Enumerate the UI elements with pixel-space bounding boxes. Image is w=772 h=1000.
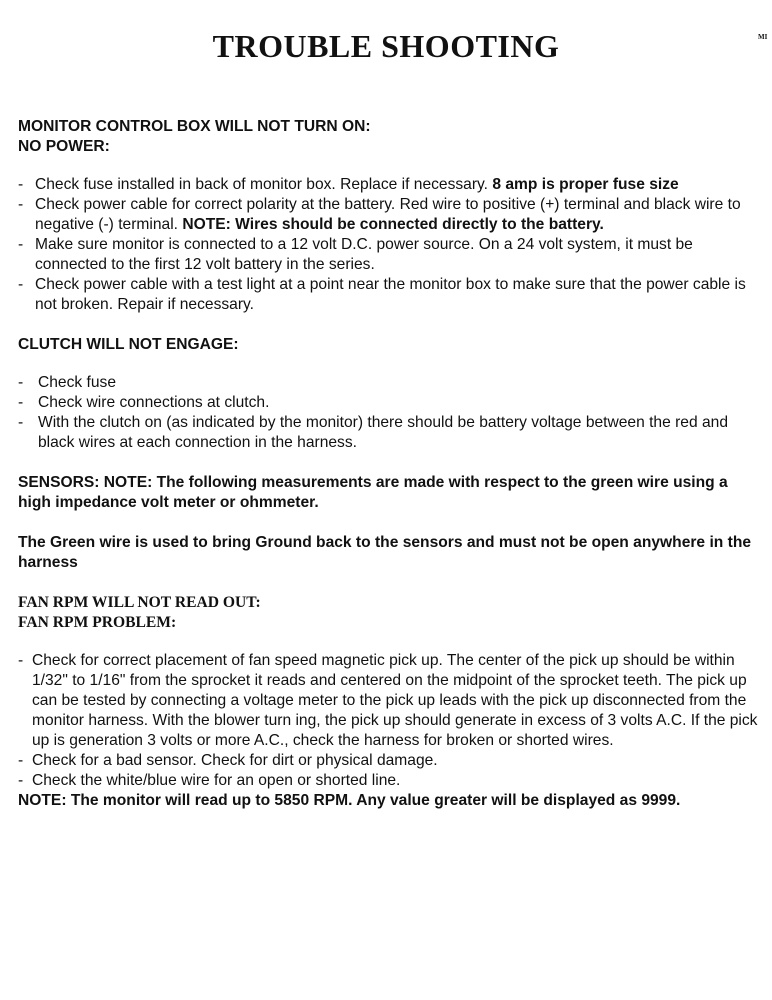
list-item: - With the clutch on (as indicated by the monitor) there should be battery voltage between the red and black wires at each connection in the harness.: [18, 413, 760, 453]
fan-heading: FAN RPM WILL NOT READ OUT:: [18, 594, 261, 611]
clutch-checklist: [18, 373, 760, 453]
fan-checklist: [18, 651, 760, 791]
rpm-limit-note: NOTE: The monitor will read up to 5850 RPM. Any value greater will be displayed as 9999.: [18, 792, 681, 809]
monitor-checklist: [18, 175, 760, 315]
no-power-subheading: NO POWER:: [18, 138, 110, 155]
page-title: TROUBLE SHOOTING: [212, 28, 560, 64]
list-item: - Make sure monitor is connected to a 12 volt D.C. power source. On a 24 volt system, it must be connected to the first 12 volt battery in the series.: [18, 235, 760, 275]
document-body: [18, 117, 760, 811]
list-item: - Check power cable with a test light at a point near the monitor box to make sure that the power cable is not broken. Repair if necessary.: [18, 275, 760, 315]
green-wire-note: The Green wire is used to bring Ground back to the sensors and must not be open anywhere in the harness: [18, 534, 752, 571]
sensors-label: SENSORS:: [18, 474, 104, 491]
monitor-heading: MONITOR CONTROL BOX WILL NOT TURN ON:: [18, 118, 371, 135]
list-item: - Check for a bad sensor. Check for dirt or physical damage.: [18, 751, 760, 771]
clutch-heading: CLUTCH WILL NOT ENGAGE:: [18, 336, 239, 353]
sensors-note: [18, 473, 760, 513]
list-item: - Check fuse: [18, 373, 760, 393]
list-item: - Check power cable for correct polarity at the battery. Red wire to positive (+) terminal and black wire to negative (-) terminal. NOTE: Wires should be connected directly to the battery.: [18, 195, 760, 235]
fan-subheading: FAN RPM PROBLEM:: [18, 614, 177, 631]
list-item: - Check fuse installed in back of monitor box. Replace if necessary. 8 amp is proper fuse size: [18, 175, 760, 195]
sensors-note-text: NOTE: The following measurements are made with respect to the green wire using a high impedance volt meter or ohmmeter.: [18, 474, 728, 511]
list-item: - Check for correct placement of fan speed magnetic pick up. The center of the pick up should be within 1/32" to 1/16" from the sprocket it reads and centered on the midpoint of the sprocket teeth. The pick up can be tested by connecting a voltage meter to the pick up leads with the pick up disconnected from the monitor harness. With the blower turn ing, the pick up should generate in excess of 3 volts A.C. If the pick up is generation 3 volts or more A.C., check the harness for broken or shorted wires.: [18, 651, 760, 751]
list-item: - Check the white/blue wire for an open or shorted line.: [18, 771, 760, 791]
list-item: - Check wire connections at clutch.: [18, 393, 760, 413]
page-mark: MI: [758, 33, 768, 41]
